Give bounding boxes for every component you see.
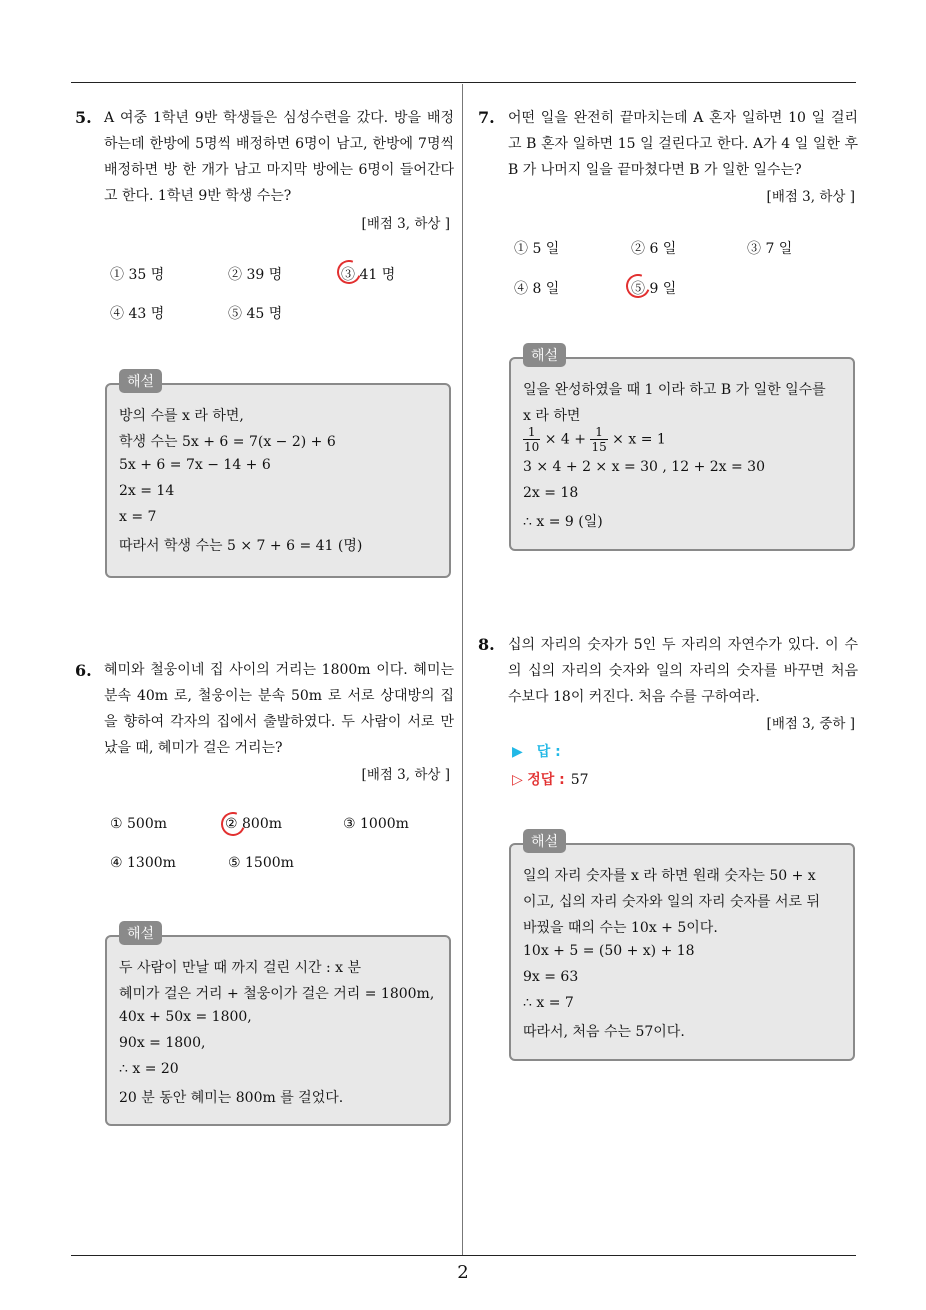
fraction-1-tenth [523, 425, 540, 454]
q8-correct-row [512, 769, 589, 789]
q6-solution-line: ∴ x = 20 [119, 1061, 179, 1077]
q7-choice-5[interactable]: ⑤ 9 일 [631, 281, 677, 297]
q7-fraction-line [523, 425, 666, 454]
q6-solution-line: 20 분 동안 혜미는 800m 를 걸었다. [119, 1090, 344, 1106]
question-8-score: [배점 3, 중하 ] [766, 716, 855, 732]
q5-solution-line: 5x + 6 = 7x − 14 + 6 [119, 457, 271, 473]
q7-solution-line: x 라 하면 [523, 408, 581, 424]
q8-solution-line: 10x + 5 = (50 + x) + 18 [523, 943, 695, 959]
question-5-text: A 여중 1학년 9반 학생들은 심성수련을 갔다. 방을 배정하는데 한방에 5명씩 배정하면 6명이 남고, 한방에 7명씩 배정하면 방 한 개가 남고 마지막 방에는 6명이 들어간다고 한다. 1학년 9반 학생 수는? [104, 110, 454, 204]
q7-solution-line: 2x = 18 [523, 485, 579, 501]
fraction-1-fifteenth [590, 425, 607, 454]
q6-choice-5[interactable]: ⑤ 1500m [228, 855, 294, 871]
q6-choice-2[interactable]: ② 800m [225, 816, 282, 832]
q8-solution-line: 이고, 십의 자리 숫자와 일의 자리 숫자를 서로 뒤 [523, 894, 821, 910]
q7-choice-3[interactable]: ③ 7 일 [747, 241, 793, 257]
column-divider [462, 84, 463, 1256]
q7-solution-tag: 해설 [523, 343, 566, 367]
question-8-text: 십의 자리의 숫자가 5인 두 자리의 자연수가 있다. 이 수의 십의 자리의 숫자와 일의 자리의 숫자를 바꾸면 처음 수보다 18이 커진다. 처음 수를 구하여라. [508, 637, 858, 705]
q6-solution-line: 혜미가 걸은 거리 + 철웅이가 걸은 거리 = 1800m, [119, 986, 435, 1002]
fraction-numerator: 1 [590, 425, 607, 440]
question-5-number: 5. [75, 108, 92, 127]
outline-triangle-icon: ▷ [512, 772, 523, 788]
q8-solution-line: 일의 자리 숫자를 x 라 하면 원래 숫자는 50 + x [523, 868, 816, 884]
q5-solution-line: 방의 수를 x 라 하면, [119, 408, 244, 424]
q5-choice-5[interactable]: ⑤ 45 명 [228, 306, 283, 322]
q8-solution-line: 바꿨을 때의 수는 10x + 5이다. [523, 920, 718, 936]
play-triangle-icon: ▶ [512, 744, 523, 760]
q5-solution-tag: 해설 [119, 369, 162, 393]
q5-choice-3[interactable]: ③ 41 명 [341, 267, 396, 283]
q8-answer-row [512, 741, 561, 761]
q5-solution-line: 학생 수는 5x + 6 = 7(x − 2) + 6 [119, 434, 336, 450]
q6-choice-1[interactable]: ① 500m [110, 816, 167, 832]
fraction-line-end: × x = 1 [607, 431, 666, 448]
q6-solution-tag: 해설 [119, 921, 162, 945]
fraction-numerator: 1 [523, 425, 540, 440]
q8-solution-tag: 해설 [523, 829, 566, 853]
fraction-denominator: 15 [591, 440, 607, 454]
q6-solution-line: 40x + 50x = 1800, [119, 1009, 252, 1025]
q7-choice-1[interactable]: ① 5 일 [514, 241, 560, 257]
top-rule [71, 82, 856, 83]
q6-choice-3[interactable]: ③ 1000m [343, 816, 409, 832]
question-7-text: 어떤 일을 완전히 끝마치는데 A 혼자 일하면 10 일 걸리고 B 혼자 일하면 15 일 걸린다고 한다. A가 4 일 일한 후 B 가 나머지 일을 끝마쳤다면 B 가 일한 일수는? [508, 110, 858, 178]
question-6-score: [배점 3, 하상 ] [361, 767, 450, 783]
q6-solution-line: 90x = 1800, [119, 1035, 206, 1051]
q8-solution-line: 따라서, 처음 수는 57이다. [523, 1024, 685, 1040]
q6-choice-4[interactable]: ④ 1300m [110, 855, 176, 871]
q7-solution-line: 3 × 4 + 2 × x = 30 , 12 + 2x = 30 [523, 459, 765, 475]
q5-solution-line: 따라서 학생 수는 5 × 7 + 6 = 41 (명) [119, 538, 363, 554]
question-8-number: 8. [478, 635, 495, 654]
q6-solution-line: 두 사람이 만날 때 까지 걸린 시간 : x 분 [119, 960, 361, 976]
correct-answer-value: 57 [570, 772, 589, 788]
q7-solution-box [509, 348, 855, 551]
fraction-denominator: 10 [524, 440, 540, 454]
question-6-text: 혜미와 철웅이네 집 사이의 거리는 1800m 이다. 혜미는 분속 40m 로, 철웅이는 분속 50m 로 서로 상대방의 집을 향하여 각자의 집에서 출발하였다. 두 사람이 서로 만났을 때, 혜미가 걸은 거리는? [104, 662, 454, 756]
answer-label: 답 : [536, 744, 561, 760]
q7-choice-2[interactable]: ② 6 일 [631, 241, 677, 257]
q8-solution-box [509, 834, 855, 1061]
correct-answer-label: 정답 : [527, 772, 565, 788]
question-6-number: 6. [75, 661, 92, 680]
q7-solution-line: ∴ x = 9 (일) [523, 514, 603, 530]
question-7-number: 7. [478, 108, 495, 127]
bottom-rule [71, 1255, 856, 1256]
q5-solution-line: x = 7 [119, 509, 157, 525]
q5-choice-1[interactable]: ① 35 명 [110, 267, 165, 283]
q6-answer-mark [217, 808, 249, 840]
page-number: 2 [457, 1262, 469, 1283]
q5-choice-4[interactable]: ④ 43 명 [110, 306, 165, 322]
q5-solution-line: 2x = 14 [119, 483, 175, 499]
q7-choice-4[interactable]: ④ 8 일 [514, 281, 560, 297]
q5-solution-box [105, 374, 451, 578]
fraction-line-middle: × 4 + [540, 431, 591, 448]
question-7-score: [배점 3, 하상 ] [766, 189, 855, 205]
q5-choice-2[interactable]: ② 39 명 [228, 267, 283, 283]
q8-solution-line: ∴ x = 7 [523, 995, 574, 1011]
q6-solution-box [105, 926, 451, 1126]
q8-solution-line: 9x = 63 [523, 969, 579, 985]
question-5-score: [배점 3, 하상 ] [361, 216, 450, 232]
q7-solution-line: 일을 완성하였을 때 1 이라 하고 B 가 일한 일수를 [523, 382, 826, 398]
